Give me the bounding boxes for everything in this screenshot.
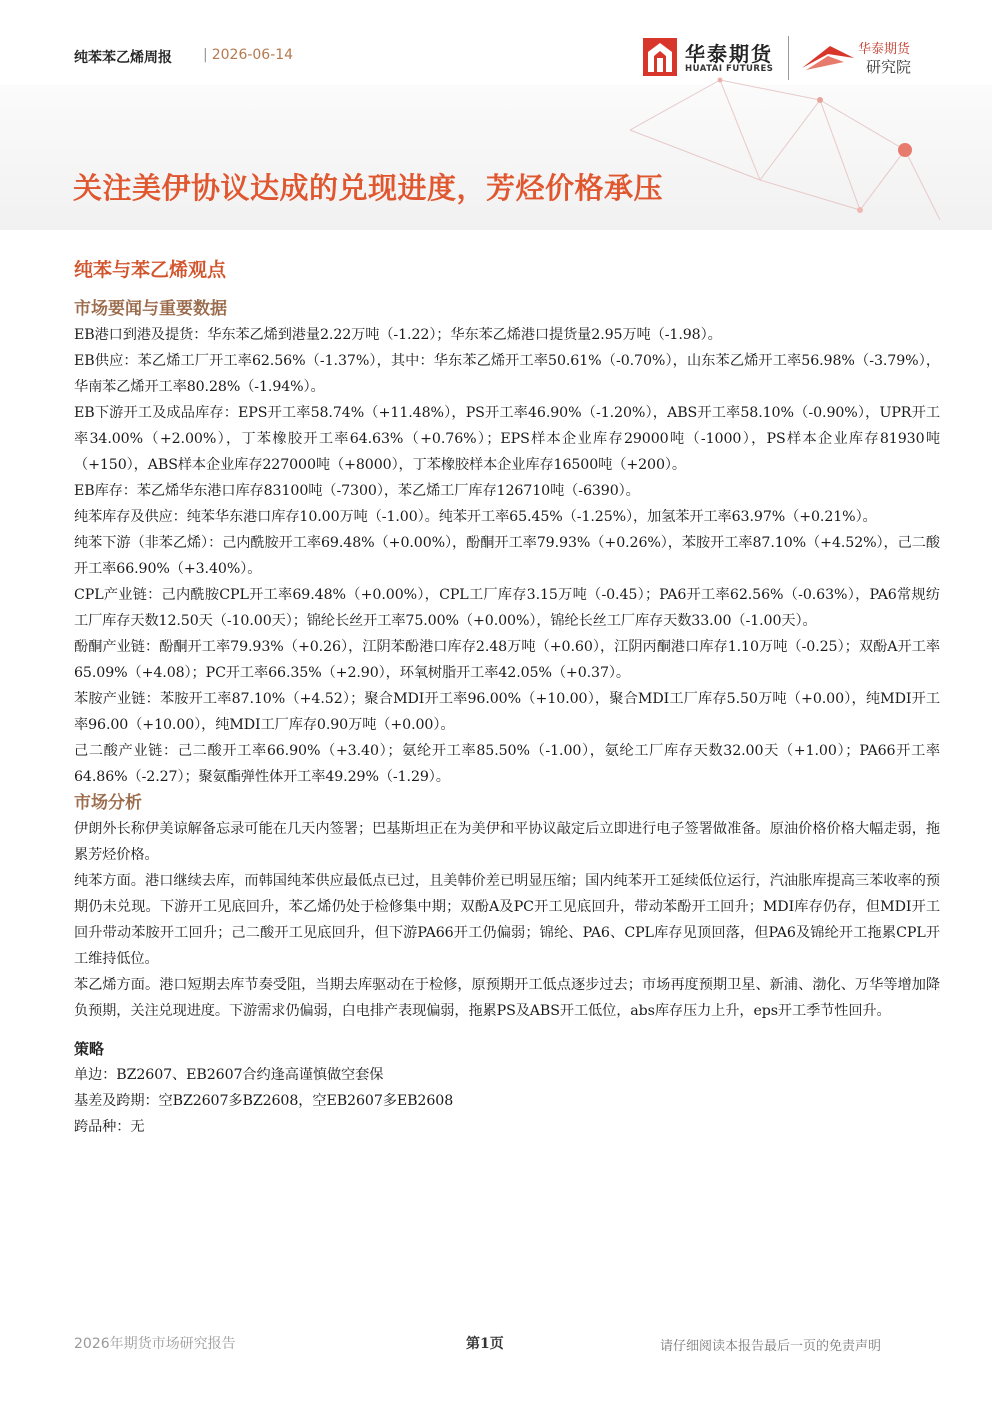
page-title: 关注美伊协议达成的兑现进度，芳烃价格承压 (73, 171, 664, 205)
news-paragraph: 酚酮产业链：酚酮开工率79.93%（+0.26），江阴苯酚港口库存2.48万吨（+0.60），江阴丙酮港口库存1.10万吨（-0.25）；双酚A开工率65.09%（+4.08）；PC开工率66.35%（+2.90），环氧树脂开工率42.05%（+0.37）。 (74, 639, 940, 681)
institute-logo-icon (800, 40, 856, 72)
news-paragraph: EB港口到港及提货：华东苯乙烯到港量2.22万吨（-1.22）；华东苯乙烯港口提货量2.95万吨（-1.98）。 (74, 327, 722, 343)
analysis-paragraph: 苯乙烯方面。港口短期去库节奏受阻，当期去库驱动在于检修，原预期开工低点逐步过去；市场再度预期卫星、新浦、渤化、万华等增加降负预期，关注兑现进度。下游需求仍偏弱，白电排产表现偏弱，拖累PS及ABS开工低位，abs库存压力上升，eps开工季节性回升。 (74, 977, 940, 1019)
analysis-paragraph: 伊朗外长称伊美谅解备忘录可能在几天内签署；巴基斯坦正在为美伊和平协议敲定后立即进行电子签署做准备。原油价格价格大幅走弱，拖累芳烃价格。 (74, 821, 940, 863)
news-heading: 市场要闻与重要数据 (74, 299, 227, 319)
analysis-paragraph: 纯苯方面。港口继续去库，而韩国纯苯供应最低点已过，且美韩价差已明显压缩；国内纯苯开工延续低位运行，汽油胀库提高三苯收率的预期仍未兑现。下游开工见底回升，苯乙烯仍处于检修集中期；双酚A及PC开工见底回升，带动苯酚开工回升；MDI库存仍存，但MDI开工回升带动苯胺开工回升；己二酸开工见底回升，但下游PA66开工仍偏弱；锦纶、PA6、CPL库存见顶回落，但PA6及锦纶开工拖累CPL开工维持低位。 (74, 873, 940, 967)
institute-name-line1: 华泰期货 (858, 42, 911, 57)
analysis-heading: 市场分析 (74, 793, 142, 813)
research-institute-logo (800, 36, 930, 80)
spacer (74, 1024, 940, 1036)
report-body (74, 255, 940, 1140)
report-name: 纯苯苯乙烯周报 (74, 50, 172, 66)
section-heading: 纯苯与苯乙烯观点 (74, 259, 227, 281)
strategy-heading: 策略 (74, 1040, 105, 1058)
disclaimer-note: 请仔细阅读本报告最后一页的免责声明 (660, 1339, 882, 1354)
news-paragraph: 苯胺产业链：苯胺开工率87.10%（+4.52）；聚合MDI开工率96.00%（+10.00），聚合MDI工厂库存5.50万吨（+0.00），纯MDI开工率96.00（+10.00），纯MDI工厂库存0.90万吨（+0.00）。 (74, 691, 940, 733)
date-separator: | (203, 47, 208, 63)
footer-report-label: 2026年期货市场研究报告 (74, 1336, 236, 1352)
report-date (203, 47, 293, 63)
report-date-value: 2026-06-14 (211, 47, 294, 63)
news-paragraph: 纯苯库存及供应：纯苯华东港口库存10.00万吨（-1.00）。纯苯开工率65.45%（-1.25%），加氢苯开工率63.97%（+0.21%）。 (74, 509, 877, 525)
page-number: 第1页 (466, 1336, 504, 1352)
news-paragraph: CPL产业链：己内酰胺CPL开工率69.48%（+0.00%），CPL工厂库存3.15万吨（-0.45）；PA6开工率62.56%（-0.63%），PA6常规纺工厂库存天数12.50天（-10.00天）；锦纶长丝开工率75.00%（+0.00%），锦纶长丝工厂库存天数33.00（-1.00天）。 (74, 587, 940, 629)
news-paragraph: EB下游开工及成品库存：EPS开工率58.74%（+11.48%），PS开工率46.90%（-1.20%），ABS开工率58.10%（-0.90%），UPR开工率34.00%（+2.00%），丁苯橡胶开工率64.63%（+0.76%）；EPS样本企业库存29000吨（-1000），PS样本企业库存81930吨（+150），ABS样本企业库存227000吨（+8000），丁苯橡胶样本企业库存16500吨（+200）。 (74, 405, 940, 473)
news-paragraph: 己二酸产业链：己二酸开工率66.90%（+3.40）；氨纶开工率85.50%（-1.00），氨纶工厂库存天数32.00天（+1.00）；PA66开工率64.86%（-2.27）；聚氨酯弹性体开工率49.29%（-1.29）。 (74, 743, 940, 785)
logo-english-name: HUATAI FUTURES (685, 64, 774, 74)
logo-divider (788, 36, 789, 80)
page-header (0, 0, 992, 230)
news-paragraph: 纯苯下游（非苯乙烯）：己内酰胺开工率69.48%（+0.00%），酚酮开工率79.93%（+0.26%），苯胺开工率87.10%（+4.52%），己二酸开工率66.90%（+3.40%）。 (74, 535, 940, 577)
logo-chinese-name: 华泰期货 (685, 42, 773, 66)
strategy-line: 单边：BZ2607、EB2607合约逢高谨慎做空套保 (74, 1067, 384, 1083)
huatai-futures-logo (643, 38, 783, 78)
news-paragraph: EB供应：苯乙烯工厂开工率62.56%（-1.37%），其中：华东苯乙烯开工率50.61%（-0.70%），山东苯乙烯开工率56.98%（-3.79%），华南苯乙烯开工率80.28%（-1.94%）。 (74, 353, 940, 395)
news-paragraph: EB库存：苯乙烯华东港口库存83100吨（-7300），苯乙烯工厂库存126710吨（-6390）。 (74, 483, 640, 499)
institute-name-line2: 研究院 (866, 58, 912, 76)
huatai-logo-icon (643, 38, 677, 76)
strategy-line: 基差及跨期：空BZ2607多BZ2608，空EB2607多EB2608 (74, 1093, 454, 1109)
strategy-line: 跨品种：无 (74, 1119, 145, 1135)
